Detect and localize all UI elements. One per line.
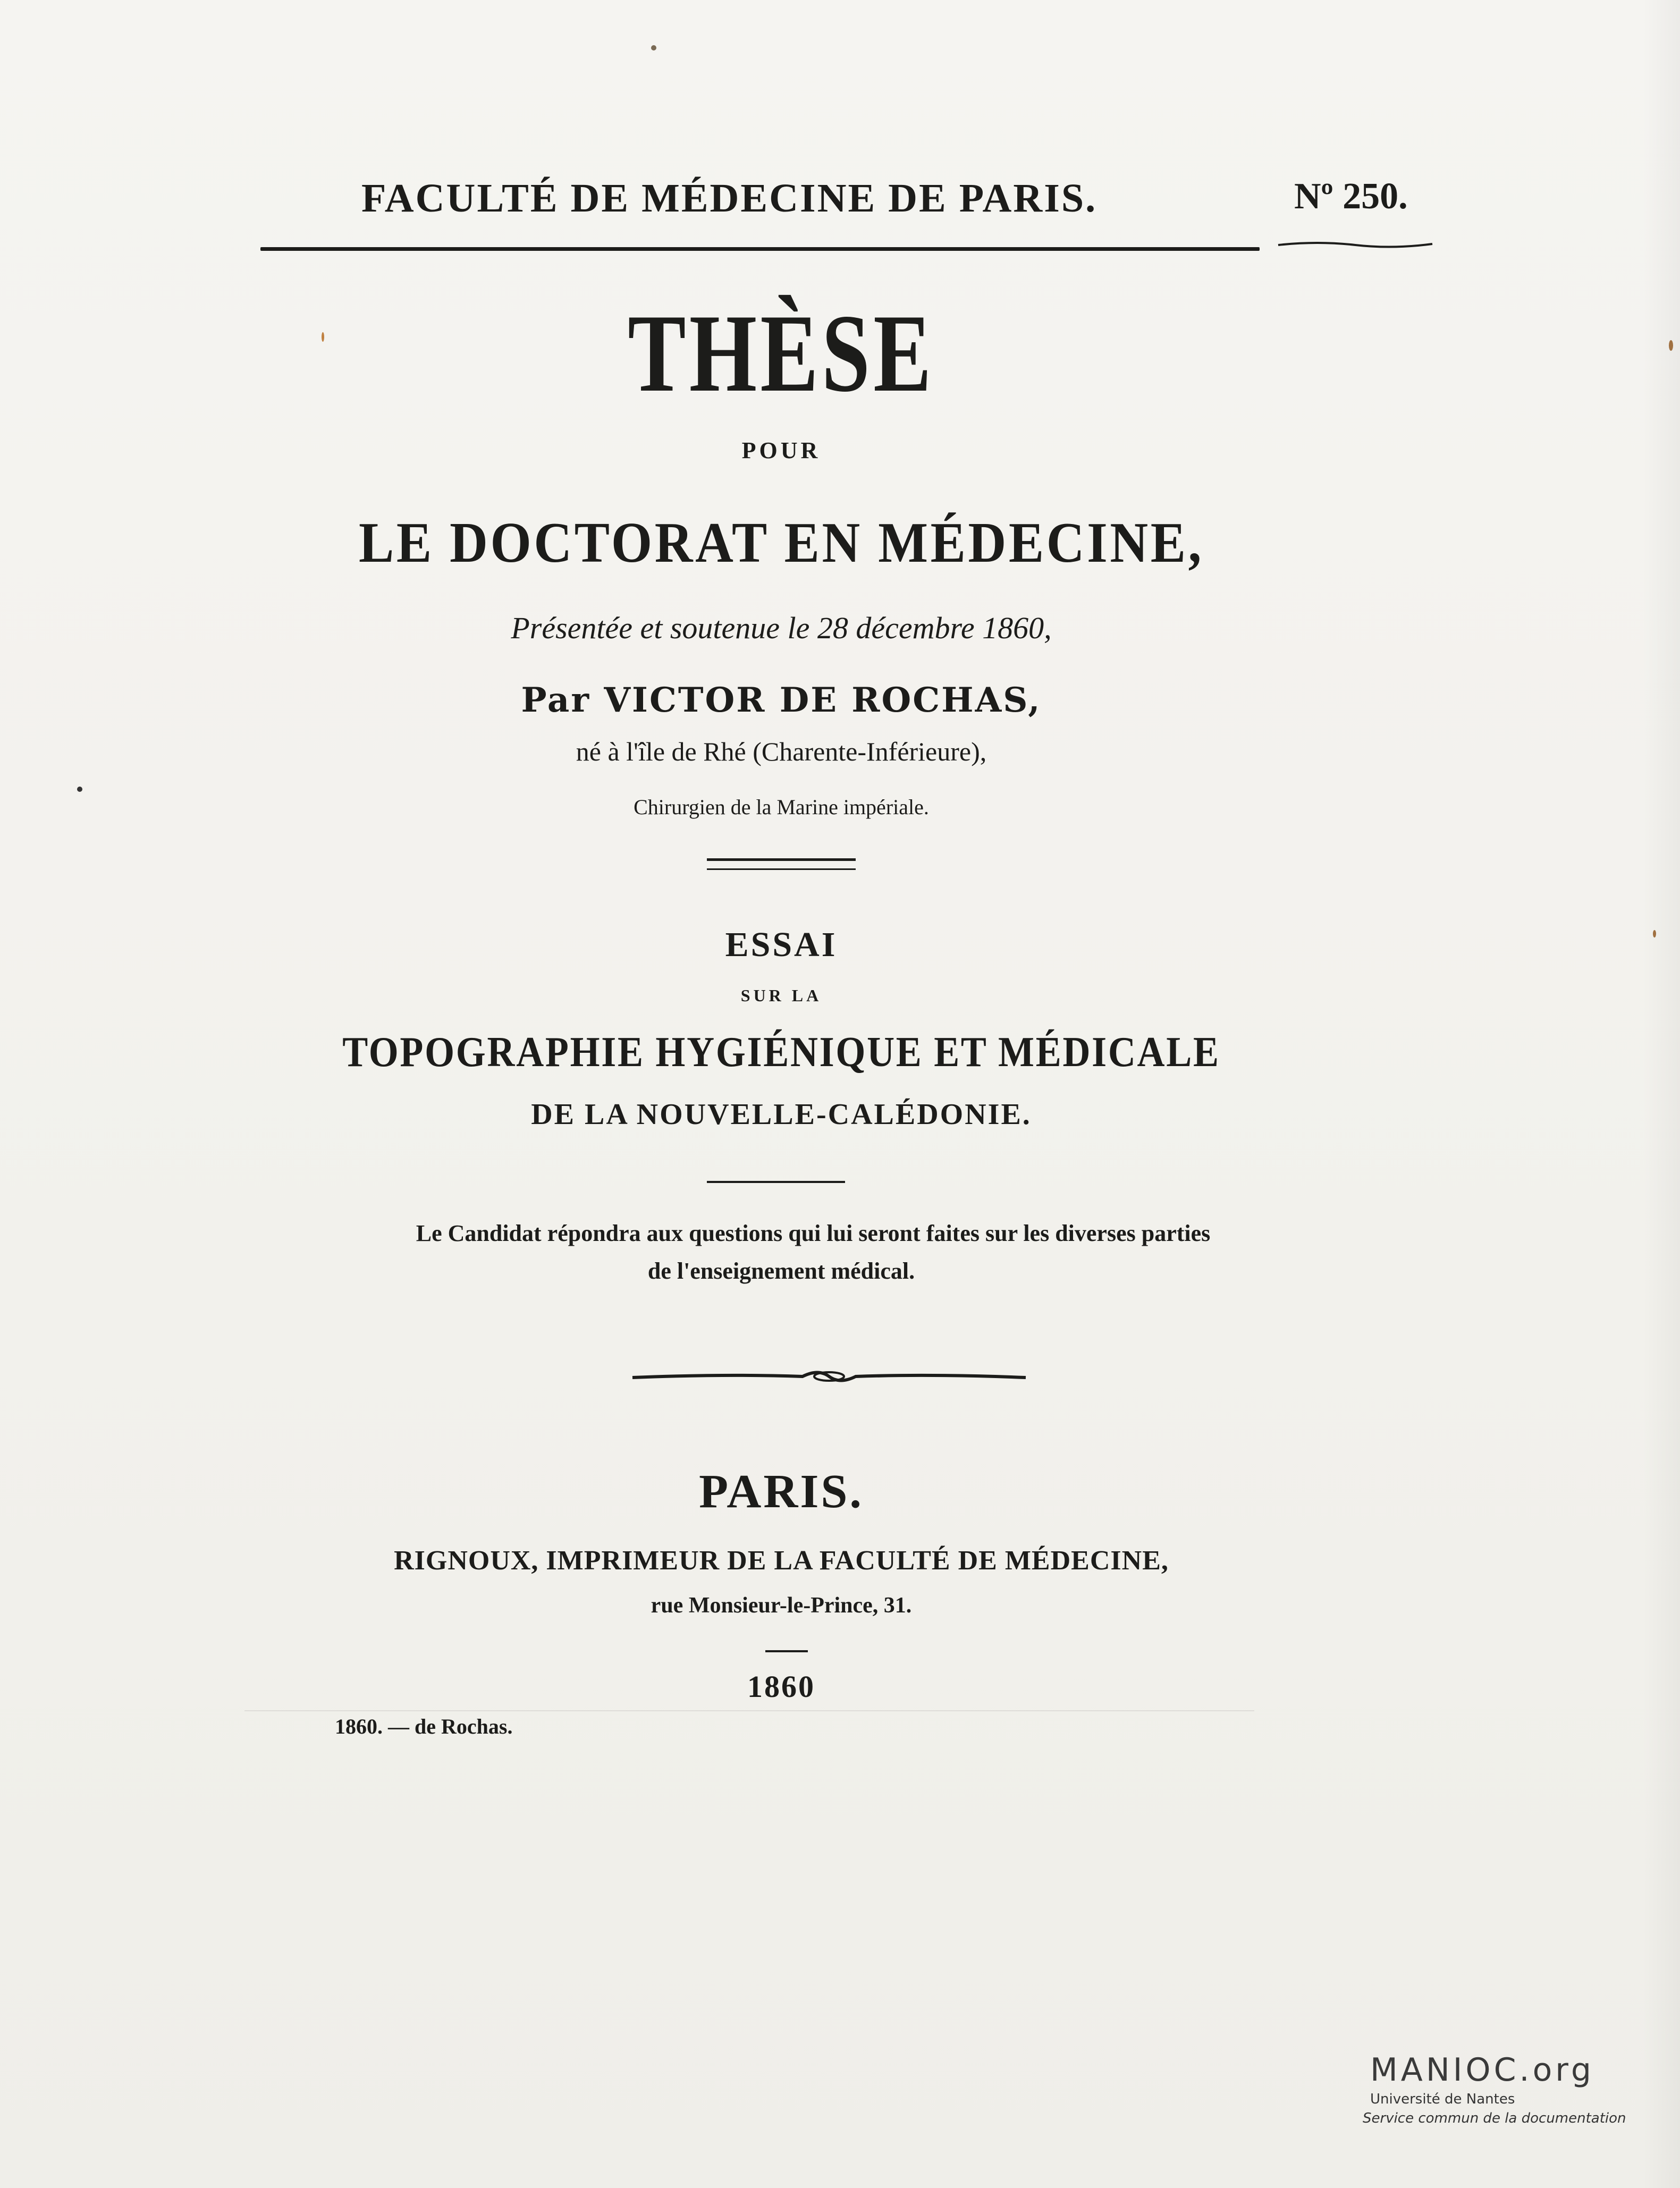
header-flourish <box>1276 238 1435 250</box>
footer-signature: 1860. — de Rochas. <box>335 1714 513 1738</box>
nouvelle-caledonie-heading: DE LA NOUVELLE-CALÉDONIE. <box>531 1098 1032 1131</box>
topographie-heading: TOPOGRAPHIE HYGIÉNIQUE ET MÉDICALE <box>342 1029 1220 1076</box>
thesis-title: THÈSE <box>628 292 935 415</box>
logo-service: Service commun de la documentation <box>1363 2110 1626 2126</box>
manioc-logo-text: MANIOC.org <box>1370 2051 1594 2089</box>
doctorat-heading: LE DOCTORAT EN MÉDECINE, <box>358 511 1204 575</box>
manioc-watermark-logo <box>1363 2051 1626 2126</box>
candidate-note: Le Candidat répondra aux questions qui lui seront faites sur les diverses parties <box>416 1220 1211 1246</box>
author-position: Chirurgien de la Marine impériale. <box>634 795 929 819</box>
presentation-date: Présentée et soutenue le 28 décembre 1860, <box>511 611 1052 645</box>
candidate-note-continued: de l'enseignement médical. <box>647 1258 915 1284</box>
short-rule-divider <box>765 1650 808 1652</box>
author-line: Par VICTOR DE ROCHAS, <box>521 680 1042 720</box>
single-rule-divider <box>707 1181 845 1183</box>
printer-address: rue Monsieur-le-Prince, 31. <box>651 1593 912 1618</box>
ornamental-divider <box>627 1363 1031 1390</box>
thesis-number: Nº 250. <box>1294 176 1408 217</box>
double-rule-divider <box>707 858 856 870</box>
footer-rule <box>244 1710 1254 1711</box>
essai-heading: ESSAI <box>725 925 838 964</box>
sur-la-label: SUR LA <box>740 986 822 1005</box>
page-edge-shadow <box>1643 0 1680 2188</box>
faculty-header: FACULTÉ DE MÉDECINE DE PARIS. <box>361 176 1098 221</box>
birthplace-line: né à l'île de Rhé (Charente-Inférieure), <box>576 737 987 766</box>
imprint-city: PARIS. <box>699 1465 864 1518</box>
pour-label: POUR <box>741 437 821 463</box>
logo-institution: Université de Nantes <box>1370 2091 1515 2107</box>
printer-name: RIGNOUX, IMPRIMEUR DE LA FACULTÉ DE MÉDECINE, <box>394 1545 1169 1576</box>
header-rule <box>260 247 1260 251</box>
publication-year: 1860 <box>747 1669 815 1704</box>
